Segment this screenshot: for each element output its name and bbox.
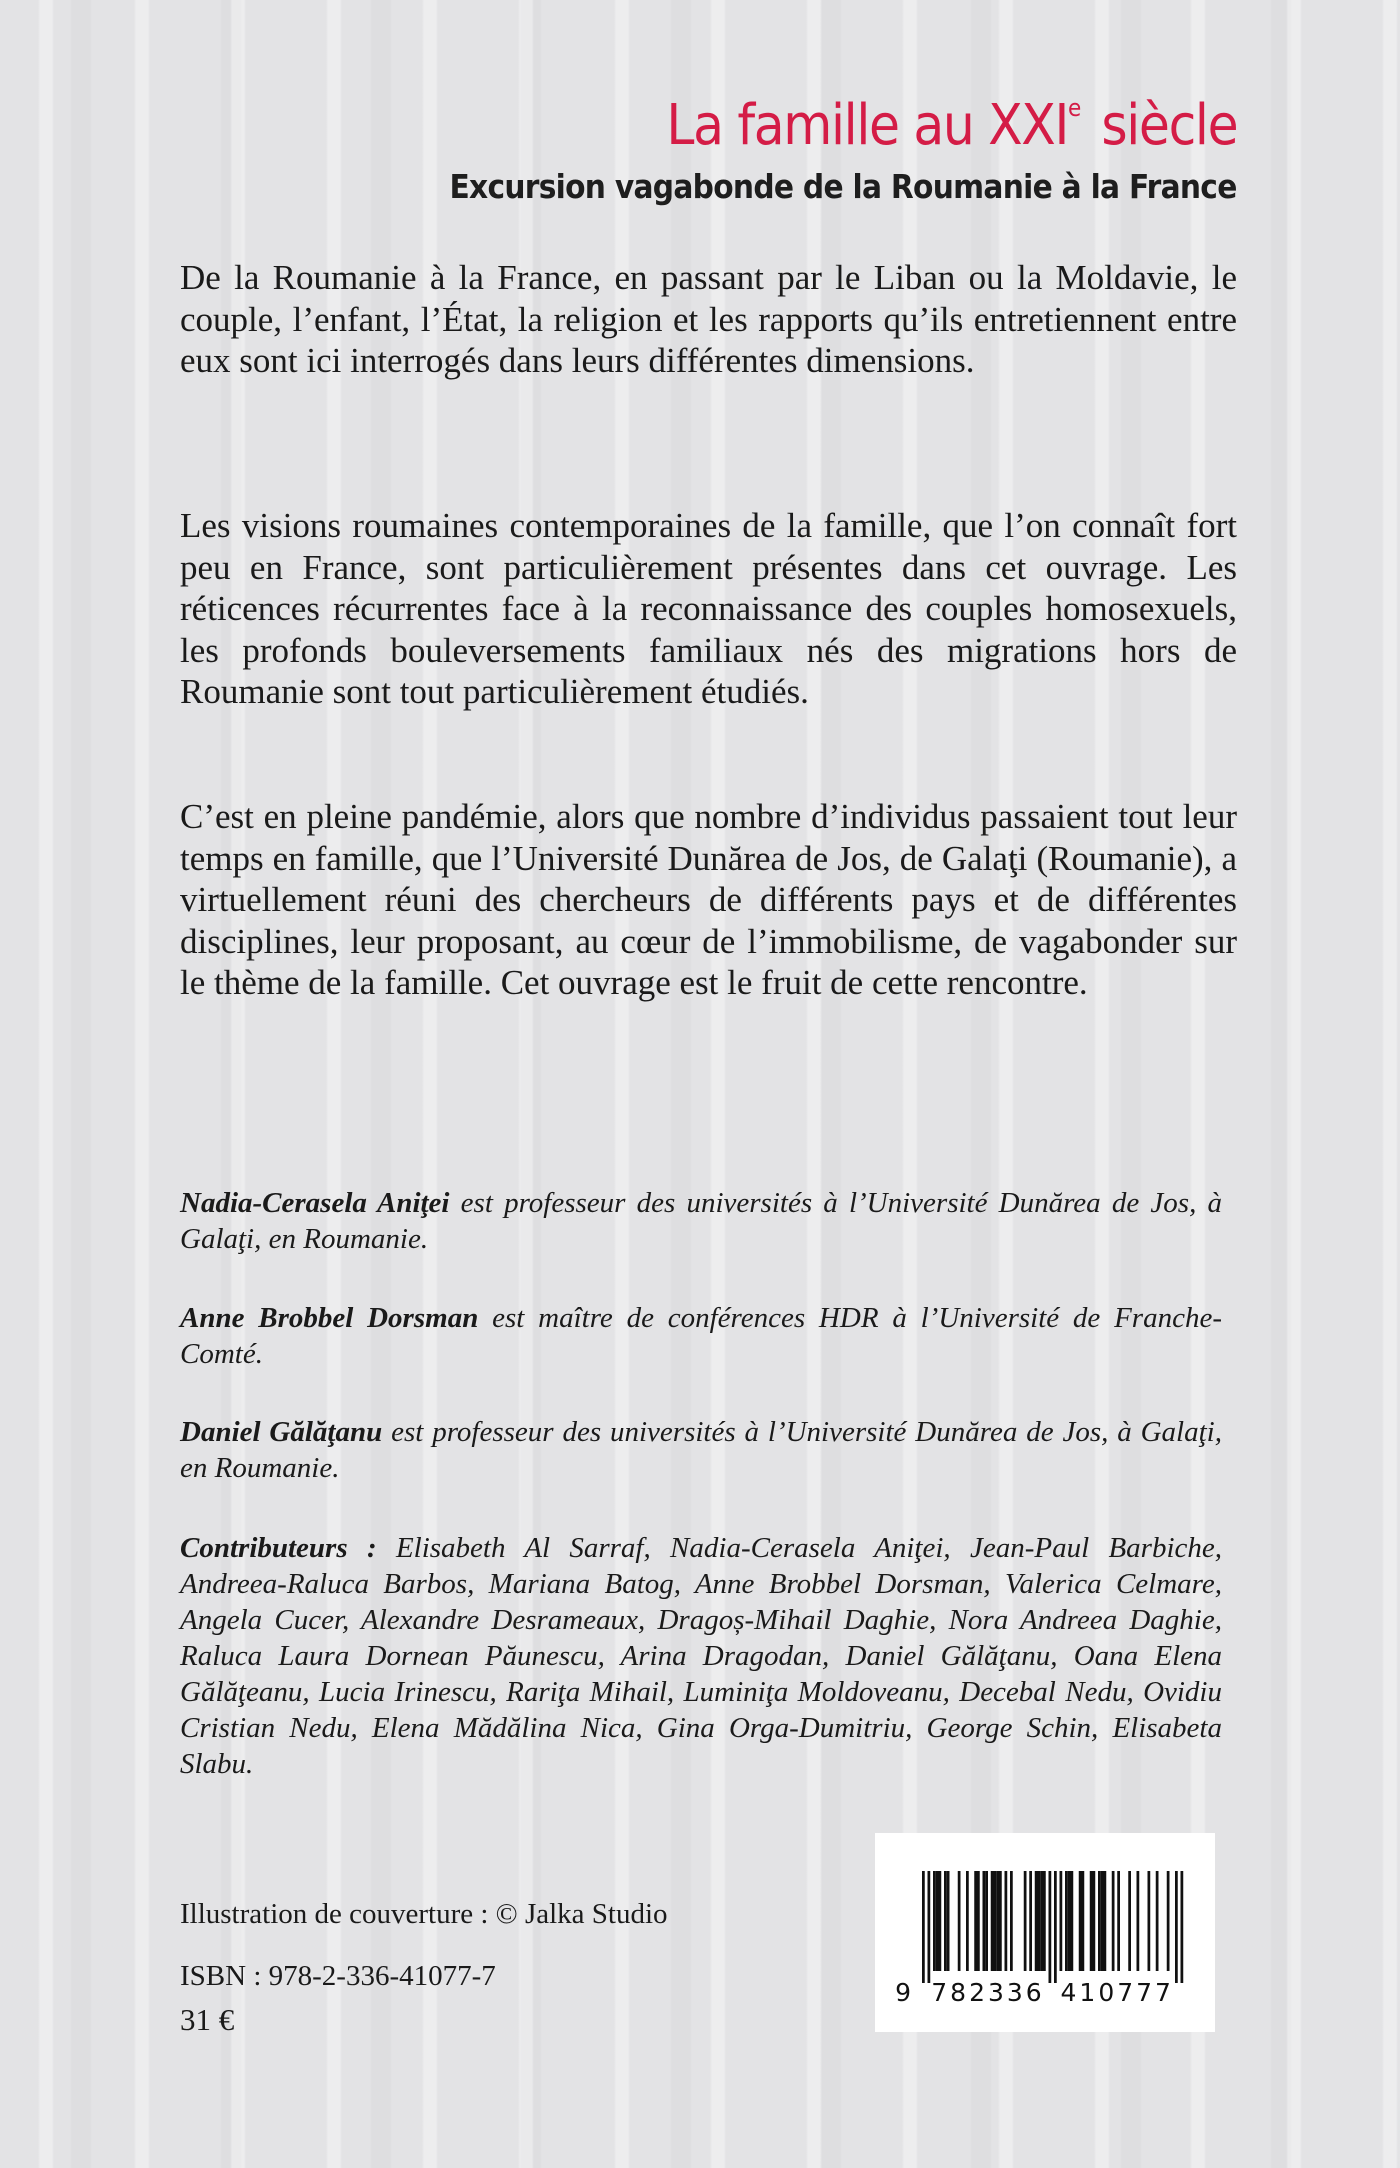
barcode-bar [1060,1871,1063,1971]
barcode-bar [991,1871,994,1971]
barcode-bar [1005,1871,1008,1971]
barcode-bar [1029,1871,1032,1971]
contributors-list [180,1530,1222,1782]
title-superscript: e [1067,94,1082,122]
barcode-bar [1038,1871,1041,1971]
barcode-bar [1054,1871,1057,1983]
barcode-bar [974,1871,977,1971]
barcode-bar [1137,1871,1140,1971]
barcode-bar [1104,1871,1107,1971]
barcode-bar [977,1871,980,1971]
editor-description: est professeur des universités à l’Université Dunărea de Jos, à Galaţi, en Roumanie. [180,1187,1223,1255]
barcode-bar [928,1871,931,1983]
barcode-bar [1049,1871,1052,1983]
barcode-bar [1181,1871,1184,1983]
barcode-bar [1148,1871,1151,1971]
summary-paragraph: Les visions roumaines contemporaines de la famille, que l’on connaît fort peu en France, sont particulièrement présentes dans cet ouvrage. Les réticences récurrentes face à la reconnaissance des couples homosexuels, les profonds bouleversements familiaux nés des migrations hors de Roumanie sont tout particulièrement étudiés. [180,506,1237,711]
barcode-bar [1175,1871,1178,1983]
barcode-bar [939,1871,942,1971]
barcode-left-digits: 782336 [931,1978,1045,2007]
barcode-bar [1117,1871,1120,1971]
isbn: ISBN : 978-2-336-41077-7 [180,1960,496,1992]
summary-paragraph: De la Roumanie à la France, en passant par le Liban ou la Moldavie, le couple, l’enfant, l’État, la religion et les rapports qu’ils entretiennent entre eux sont ici interrogés dans leurs différentes dimensions. [180,258,1237,380]
barcode-bar [966,1871,969,1971]
barcode-bar [996,1871,999,1971]
barcode-bar [1068,1871,1071,1971]
barcode-bar [1082,1871,1085,1971]
barcode-bar [1040,1871,1043,1971]
title-end: siècle [1086,93,1237,158]
barcode-bar [1035,1871,1038,1971]
barcode [875,1833,1215,2032]
barcode-bar [1065,1871,1068,1971]
book-subtitle: Excursion vagabonde de la Roumanie à la France [449,167,1237,206]
contributors-label: Contributeurs : [180,1532,377,1564]
title-main: La famille au XXI [666,93,1068,158]
barcode-bar [1071,1871,1074,1971]
editor-description: est professeur des universités à l’Université Dunărea de Jos, à Galaţi, en Roumanie. [180,1416,1222,1484]
editor-bio [180,1300,1222,1372]
editor-bio [180,1414,1222,1486]
cover-credit: Illustration de couverture : © Jalka Studio [180,1898,668,1930]
barcode-bar [1128,1871,1131,1971]
editor-name: Anne Brobbel Dorsman [180,1302,479,1334]
barcode-bar [1112,1871,1115,1971]
barcode-right-digits: 410777 [1060,1978,1174,2007]
barcode-bar [958,1871,961,1971]
price: 31 € [180,2002,235,2037]
barcode-bar [944,1871,947,1971]
barcode-bars [875,1833,1215,2032]
barcode-bar [936,1871,939,1971]
barcode-bar [999,1871,1002,1971]
barcode-bar [1090,1871,1093,1971]
barcode-bar [985,1871,988,1971]
editor-bio [180,1185,1222,1257]
barcode-bar [933,1871,936,1971]
barcode-first-digit: 9 [895,1978,914,2007]
book-title [666,93,1237,158]
barcode-bar [1098,1871,1101,1971]
contributors-names: Elisabeth Al Sarraf, Nadia-Cerasela Aniţei, Jean-Paul Barbiche, Andreea-Raluca Barbos, Mariana Batog, Anne Brobbel Dorsman, Valerica Celmare, Angela Cucer, Alexandre Desrameaux, Dragoș-Mihail Daghie, Nora Andreea Daghie, Raluca Laura Dornean Păunescu, Arina Dragodan, Daniel Gălăţanu, Oana Elena Gălăţeanu, Lucia Irinescu, Rariţa Mihail, Luminiţa Moldoveanu, Decebal Nedu, Ovidiu Cristian Nedu, Elena Mădălina Nica, Gina Orga-Dumitriu, George Schin, Elisabeta Slabu. [180,1532,1222,1780]
editor-name: Nadia-Cerasela Aniţei [180,1187,450,1219]
barcode-bar [1156,1871,1159,1971]
barcode-bar [947,1871,950,1971]
barcode-bar [1010,1871,1013,1971]
editor-name: Daniel Gălăţanu [180,1416,383,1448]
barcode-bar [1167,1871,1170,1971]
barcode-bar [983,1871,986,1971]
barcode-bar [1024,1871,1027,1971]
summary-paragraph: C’est en pleine pandémie, alors que nombre d’individus passaient tout leur temps en famille, que l’Université Dunărea de Jos, de Galaţi (Roumanie), a virtuellement réuni des chercheurs de différents pays et de différentes disciplines, leur proposant, au cœur de l’immobilisme, de vagabonder sur le thème de la famille. Cet ouvrage est le fruit de cette rencontre. [180,797,1237,1002]
barcode-bar [994,1871,997,1971]
barcode-bar [1079,1871,1082,1971]
barcode-bar [1043,1871,1046,1971]
barcode-bar [922,1871,925,1983]
barcode-bar [1093,1871,1096,1971]
editor-description: est maître de conférences HDR à l’Université de Franche-Comté. [180,1302,1222,1370]
barcode-bar [1101,1871,1104,1971]
